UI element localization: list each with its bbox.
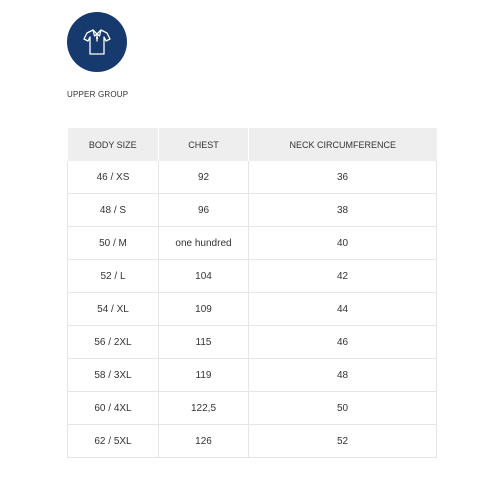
- body-size-cell: 62 / 5XL: [68, 425, 159, 458]
- table-row: [68, 425, 437, 458]
- table-row: [68, 260, 437, 293]
- table-row: [68, 359, 437, 392]
- body-size-cell: 54 / XL: [68, 293, 159, 326]
- chest-cell: 92: [159, 161, 249, 194]
- neck-cell: 42: [249, 260, 437, 293]
- table-row: [68, 392, 437, 425]
- body-size-cell: 60 / 4XL: [68, 392, 159, 425]
- body-size-cell: 52 / L: [68, 260, 159, 293]
- neck-cell: 52: [249, 425, 437, 458]
- chest-cell: 119: [159, 359, 249, 392]
- body-size-cell: 46 / XS: [68, 161, 159, 194]
- body-size-cell: 58 / 3XL: [68, 359, 159, 392]
- chest-cell: one hundred: [159, 227, 249, 260]
- chest-cell: 122,5: [159, 392, 249, 425]
- column-header-neck-circumference: NECK CIRCUMFERENCE: [249, 128, 437, 161]
- table-row: [68, 326, 437, 359]
- table-row: [68, 161, 437, 194]
- neck-cell: 36: [249, 161, 437, 194]
- size-table: [67, 128, 437, 458]
- neck-cell: 48: [249, 359, 437, 392]
- chest-cell: 126: [159, 425, 249, 458]
- category-label: UPPER GROUP: [67, 90, 129, 99]
- body-size-cell: 56 / 2XL: [68, 326, 159, 359]
- neck-cell: 44: [249, 293, 437, 326]
- neck-cell: 46: [249, 326, 437, 359]
- table-row: [68, 227, 437, 260]
- table-row: [68, 293, 437, 326]
- neck-cell: 50: [249, 392, 437, 425]
- body-size-cell: 48 / S: [68, 194, 159, 227]
- column-header-body-size: BODY SIZE: [68, 128, 159, 161]
- table-row: [68, 194, 437, 227]
- chest-cell: 104: [159, 260, 249, 293]
- chest-cell: 115: [159, 326, 249, 359]
- chest-cell: 96: [159, 194, 249, 227]
- neck-cell: 38: [249, 194, 437, 227]
- body-size-cell: 50 / M: [68, 227, 159, 260]
- table-header-row: [68, 128, 437, 161]
- polo-shirt-icon: [67, 12, 127, 72]
- column-header-chest: CHEST: [159, 128, 249, 161]
- neck-cell: 40: [249, 227, 437, 260]
- chest-cell: 109: [159, 293, 249, 326]
